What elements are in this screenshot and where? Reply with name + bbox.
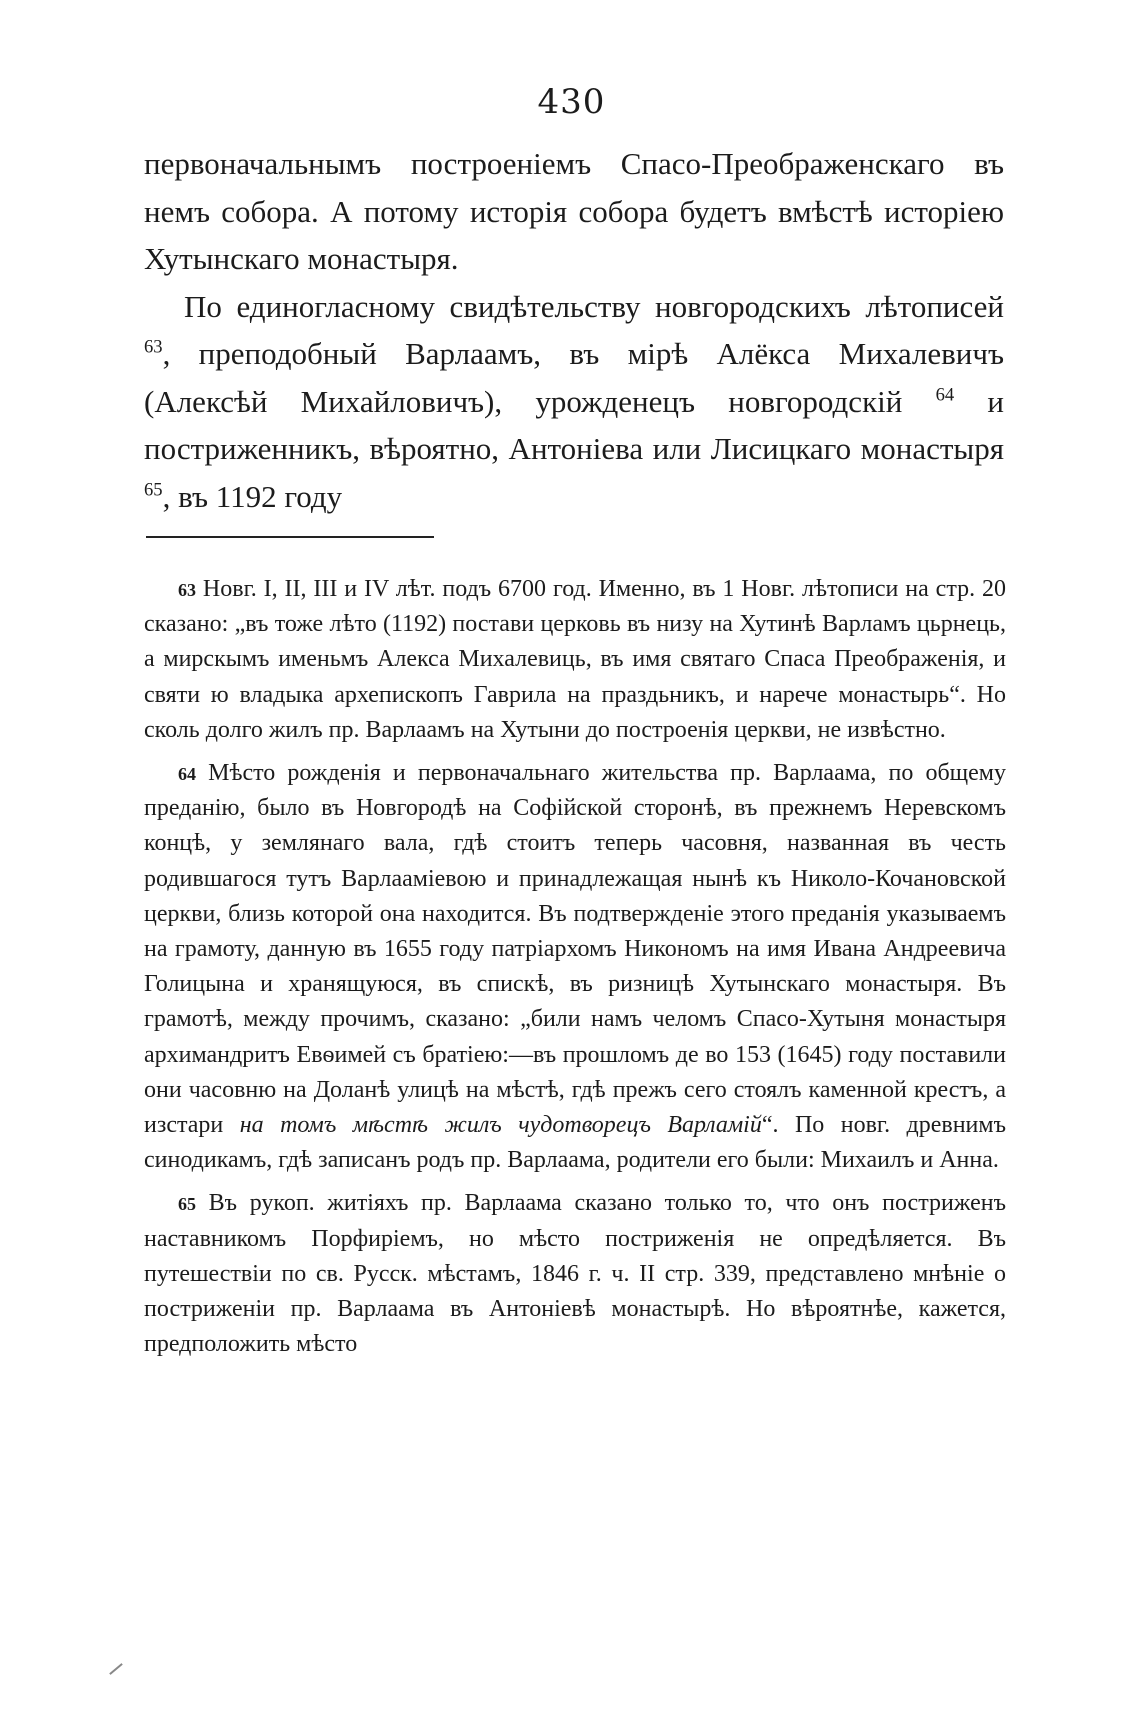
footnotes <box>144 572 1006 1370</box>
footnote-ref-63: 63 <box>144 336 163 358</box>
footnote-text: Мѣсто рожденія и первоначальнаго жительства пр. Варлаама, по общему преданію, было въ Новгородѣ на Софійской сторонѣ, въ прежнемъ Неревскомъ концѣ, у землянаго вала, гдѣ стоитъ теперь часовня, названная въ честь родившагося тутъ Варлааміевою и принадлежащая нынѣ къ Николо-Кочановской церкви, близь которой она находится. Въ подтвержденіе этого преданія указываемъ на грамоту, данную въ 1655 году патріархомъ Никономъ на имя Ивана Андреевича Голицына и хранящуюся, въ спискѣ, въ ризницѣ Хутынскаго монастыря. Въ грамотѣ, между прочимъ, сказано: „били намъ челомъ Спасо-Хутыня монастыря архимандритъ Евѳимей съ братіею:—въ прошломъ де во 153 (1645) году поставили они часовню на Доланѣ улицѣ на мѣстѣ, гдѣ прежъ сего стоялъ каменной крестъ, а изстари <box>144 760 1006 1139</box>
footnote-number: 65 <box>178 1194 196 1215</box>
footnote-ref-64: 64 <box>935 384 955 406</box>
footnote-64 <box>144 756 1006 1178</box>
footnote-italic-quote: на томъ мѣстѣ жилъ чудотворецъ Варламій <box>239 1112 762 1139</box>
footnote-text: “. По новг. древнимъ синодикамъ, гдѣ записанъ родъ пр. Варлаама, родители его были: Михаилъ и Анна. <box>144 1112 1006 1174</box>
main-text-segment: и постриженникъ, вѣроятно, Антоніева или Лисицкаго монастыря <box>144 383 1004 466</box>
pencil-mark <box>109 1663 123 1675</box>
footnote-63 <box>144 572 1006 748</box>
page-number: 430 <box>537 82 606 122</box>
main-text <box>144 140 1004 520</box>
footnote-65 <box>144 1186 1006 1362</box>
main-paragraph-2 <box>144 283 1004 521</box>
main-text-segment: , преподобный Варлаамъ, въ мірѣ Алёкса Михалевичъ (Алексѣй Михайловичъ), урожденецъ новгородскій <box>144 336 1004 419</box>
footnote-number: 63 <box>178 580 196 600</box>
footnote-number: 64 <box>178 764 196 785</box>
main-text-segment: , въ 1192 году <box>162 478 343 514</box>
footnote-text: Въ рукоп. житіяхъ пр. Варлаама сказано только то, что онъ постриженъ наставникомъ Порфиріемъ, но мѣсто постриженія не опредѣляется. Въ путешествіи по св. Русск. мѣстамъ, 1846 г. ч. II стр. 339, представлено мнѣніе о постриженіи пр. Варлаама въ Антоніевѣ монастырѣ. Но вѣроятнѣе, кажется, предположить мѣсто <box>144 1190 1006 1358</box>
footnote-ref-65: 65 <box>144 479 163 501</box>
footnote-text: Новг. I, II, III и IV лѣт. подъ 6700 год. Именно, въ 1 Новг. лѣтописи на стр. 20 сказано: „въ тоже лѣто (1192) постави церковь въ низу на Хутинѣ Варламъ цьрнець, а мирскымъ именьмъ Алекса Михалевиць, въ имя святаго Спаса Преображенія, и святи ю владыка архепископъ Гаврила на праздьникъ, и нарече монастырь“. Но сколь долго жилъ пр. Варлаамъ на Хутыни до построенія церкви, не извѣстно. <box>144 576 1006 743</box>
main-paragraph-1: первоначальнымъ построеніемъ Спасо-Преображенскаго въ немъ собора. А потому исторія собора будетъ вмѣстѣ исторіею Хутынскаго монастыря. <box>144 146 1004 276</box>
main-text-segment: По единогласному свидѣтельству новгородскихъ лѣтописей <box>184 288 1004 324</box>
footnote-separator <box>146 536 434 538</box>
